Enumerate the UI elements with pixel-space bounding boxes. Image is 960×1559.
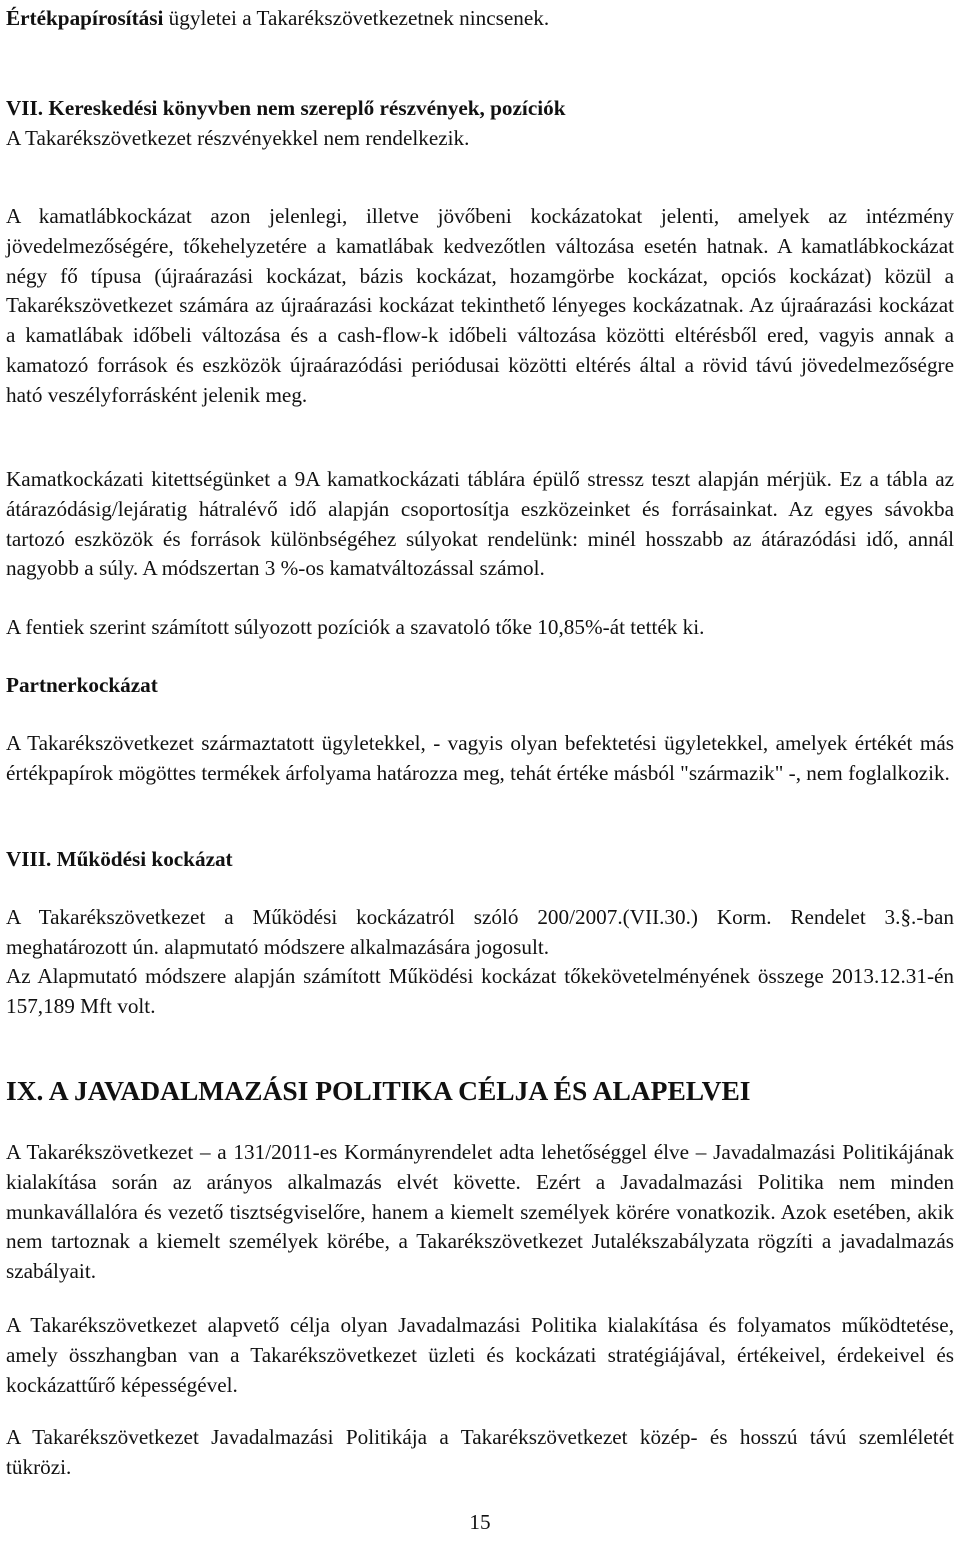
section-viii-paragraph-1: A Takarékszövetkezet a Működési kockázatról szóló 200/2007.(VII.30.) Korm. Rendelet 3.§.-ban meghatározott ún. alapmutató módszere alkalmazására jogosult. xyxy=(6,905,954,959)
counterparty-risk-text: A Takarékszövetkezet származtatott ügyletekkel, - vagyis olyan befektetési ügyletekkel, amelyek értékét más értékpapírok mögöttes termékek árfolyama határozza meg, tehát értéke másból "származik" -, nem foglalkozik. xyxy=(6,731,954,785)
interest-rate-risk-paragraph-1: A kamatlábkockázat azon jelenlegi, illetve jövőbeni kockázatokat jelenti, amelyek az intézmény jövedelmezőségére, tőkehelyzetére a kamatlábak kedvezőtlen változása esetén hatnak. A kamatlábkockázat négy fő típusa (újraárazási kockázat, bázis kockázat, hozamgörbe kockázat, opciós kockázat) közül a Takarékszövetkezet számára az újraárazási kockázat tekinthető lényeges kockázatnak. Az újraárazási kockázat a kamatlábak időbeli változása és a cash-flow-k időbeli változása közötti eltérésből ered, vagyis annak a kamatozó források és eszközök újraárazódási periódusai közötti eltérés által a rövid távú jövedelmezőségre ható veszélyforrásként jelenik meg. xyxy=(6,204,954,407)
securitisation-statement xyxy=(6,4,954,34)
securitisation-bold-term: Értékpapírosítási xyxy=(6,6,164,30)
section-vii-text: A Takarékszövetkezet részvényekkel nem rendelkezik. xyxy=(6,126,470,150)
securitisation-text: ügyletei a Takarékszövetkezetnek nincsenek. xyxy=(163,6,550,30)
page-number: 15 xyxy=(469,1510,491,1534)
section-ix-heading: IX. A JAVADALMAZÁSI POLITIKA CÉLJA ÉS ALAPELVEI xyxy=(6,1075,751,1106)
section-viii-paragraph-2: Az Alapmutató módszere alapján számított Működési kockázat tőkekövetelményének összege 2013.12.31-én 157,189 Mft volt. xyxy=(6,964,954,1018)
section-ix-paragraph-1: A Takarékszövetkezet – a 131/2011-es Kormányrendelet adta lehetőséggel élve – Javadalmazási Politikájának kialakítása során az arányos alkalmazás elvét követte. Ezért a Javadalmazási Politika nem minden munkavállalóra és vezető tisztségviselőre, hanem a kiemelt személyek körére vonatkozik. Azok esetében, akik nem tartoznak a kiemelt személyek körébe, a Takarékszövetkezet Jutalékszabályzata rögzíti a javadalmazás szabályait. xyxy=(6,1140,954,1284)
section-viii-heading: VIII. Működési kockázat xyxy=(6,847,233,871)
interest-rate-risk-paragraph-3: A fentiek szerint számított súlyozott pozíciók a szavatoló tőke 10,85%-át tették ki. xyxy=(6,615,705,639)
interest-rate-risk-paragraph-2: Kamatkockázati kitettségünket a 9A kamatkockázati táblára épülő stressz teszt alapján mérjük. Ez a tábla az átárazódásig/lejáratig hátralévő idő alapján csoportosítja eszközeinket és forrásainkat. Az egyes sávokba tartozó eszközök és források különbségéhez súlyokat rendelünk: minél hosszabb az átárazódási idő, annál nagyobb a súly. A módszertan 3 %-os kamatváltozással számol. xyxy=(6,467,954,581)
section-ix-paragraph-3: A Takarékszövetkezet Javadalmazási Politikája a Takarékszövetkezet közép- és hosszú távú szemléletét tükrözi. xyxy=(6,1425,954,1479)
section-ix-paragraph-2: A Takarékszövetkezet alapvető célja olyan Javadalmazási Politika kialakítása és folyamatos működtetése, amely összhangban van a Takarékszövetkezet üzleti és kockázati stratégiájával, értékeivel, érdekeivel és kockázattűrő képességével. xyxy=(6,1313,954,1397)
section-vii-heading: VII. Kereskedési könyvben nem szereplő részvények, pozíciók xyxy=(6,96,566,120)
counterparty-risk-heading: Partnerkockázat xyxy=(6,673,158,697)
